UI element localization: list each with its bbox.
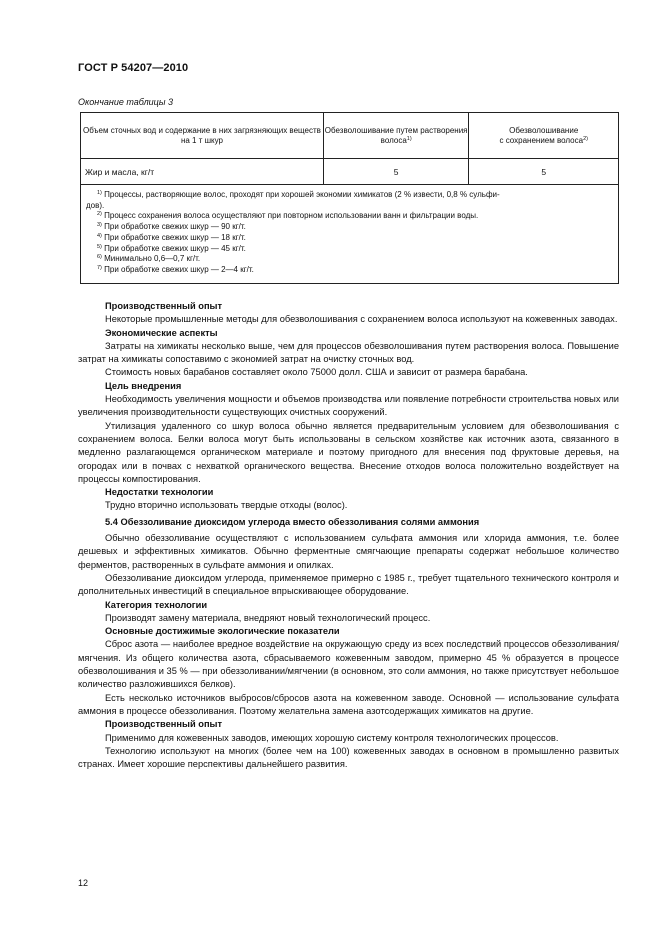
footnote-1: $^{1)}$ Процессы, растворяющие волос, проходят при хорошей экономии химикатов (2 % извести, 0,8 % сульфи- [97, 190, 500, 199]
paragraph: Обычно обеззоливание осуществляют с использованием сульфата аммония или хлорида аммония, т.е. более дешевых и эффективных химикатов. Обычно ферментные смягчающие препараты содержат небольшое количество ферментов, растворенных в сульфате аммония и опилках. [78, 533, 619, 570]
paragraph: Производят замену материала, внедряют новый технологический процесс. [105, 612, 431, 623]
paragraph: Технологию используют на многих (более чем на 100) кожевенных заводах в основном в промышленно развитых странах. Имеет хорошие перспективы дальнейшего развития. [78, 745, 619, 770]
row-value-dissolve: 5 [323, 159, 469, 185]
footnote-6: $^{6)}$ Минимально 0,6—0,7 кг/т. [97, 254, 201, 264]
body-text [78, 300, 619, 771]
paragraph: Сброс азота — наиболее вредное воздействие на окружающую среду из всех последствий процессов обеззоливания/мягчения. Из общего количества азота, сбрасываемого кожевенным заводом, примерно 45 % образуется в процессе обезволошивания и 35 % — при обеззоливании/мягчении (в основном, это соли аммония, но также присутствует небольшое количество разложившихся белков). [78, 639, 619, 690]
paragraph: Необходимость увеличения мощности и объемов производства или появление потребности строительства новых или увеличения производительности существующих очистных сооружений. [78, 394, 619, 418]
table-3-end [80, 112, 619, 284]
paragraph: Трудно вторично использовать твердые отходы (волос). [105, 500, 348, 511]
heading-goal: Цель внедрения [105, 380, 182, 391]
paragraph: Утилизация удаленного со шкур волоса обычно является предварительным условием для обезволошивания с сохранением волоса. Белки волоса могут быть использованы в сельском хозяйстве как источник азота, связанного в медленно разлагающемся органическом материале и поэтому пригодного для внесения под фруктовые деревья, на огородах или в почвах с нехваткой органического вещества. Внесение отходов волоса положительно воздействует на процессы компостирования. [78, 420, 619, 484]
header-col-volume: Объем сточных вод и содержание в них загрязняющих веществ на 1 т шкур [81, 113, 324, 159]
heading-economics: Экономические аспекты [105, 327, 218, 338]
table-footnotes [81, 185, 619, 284]
footnote-3: $^{3)}$ При обработке свежих шкур — 90 кг/т. [97, 222, 246, 232]
heading-experience: Производственный опыт [105, 301, 223, 311]
footnote-5: $^{5)}$ При обработке свежих шкур — 45 кг/т. [97, 243, 246, 253]
table-caption: Окончание таблицы 3 [78, 97, 173, 107]
header-col-save: Обезволошивание с сохранением волоса$^{2)}$ [469, 113, 619, 159]
heading-drawbacks: Недостатки технологии [105, 487, 214, 498]
footnote-7: $^{7)}$ При обработке свежих шкур — 2—4 кг/т. [97, 264, 254, 274]
footnote-1-cont: дов). [86, 200, 105, 210]
table-notes-row [81, 185, 619, 284]
footnote-4: $^{4)}$ При обработке свежих шкур — 18 кг/т. [97, 232, 246, 242]
table-header-row [81, 113, 619, 159]
heading-experience-2: Производственный опыт [105, 719, 223, 730]
paragraph: Применимо для кожевенных заводов, имеющих хорошую систему контроля технологических процессов. [105, 732, 559, 743]
row-value-save: 5 [469, 159, 619, 185]
page-number: 12 [78, 878, 89, 888]
row-label: Жир и масла, кг/т [81, 159, 324, 185]
section-title: 5.4 Обеззоливание диоксидом углерода вместо обеззоливания солями аммония [105, 516, 480, 527]
paragraph: Некоторые промышленные методы для обезволошивания с сохранением волоса используют на кожевенных заводах. [105, 314, 618, 325]
header-col-dissolve: Обезволошивание путем растворения волоса$^{1)}$ [323, 113, 469, 159]
footnote-2: $^{2)}$ Процесс сохранения волоса осуществляют при повторном использовании ванн и фильтрации воды. [97, 211, 479, 221]
paragraph: Затраты на химикаты несколько выше, чем для процессов обезволошивания путем растворения волоса. Повышение затрат на химикаты сопоставимо с экономией затрат на очистку сточных вод. [78, 340, 619, 365]
paragraph: Обеззоливание диоксидом углерода, применяемое примерно с 1985 г., требует тщательного технического контроля и дополнительных инвестиций в специальное впрыскивающее оборудование. [78, 572, 619, 597]
heading-category: Категория технологии [105, 599, 208, 610]
table-row [81, 159, 619, 185]
paragraph: Стоимость новых барабанов составляет около 75000 долл. США и зависит от размера барабана. [105, 367, 528, 378]
paragraph: Есть несколько источников выбросов/сбросов азота на кожевенном заводе. Основной — использование сульфата аммония в процессе обеззоливания. Поэтому желательна замена азотсодержащих химикатов на другие. [78, 692, 619, 716]
heading-indicators: Основные достижимые экологические показатели [105, 626, 340, 637]
page-header: ГОСТ Р 54207—2010 [78, 62, 189, 74]
